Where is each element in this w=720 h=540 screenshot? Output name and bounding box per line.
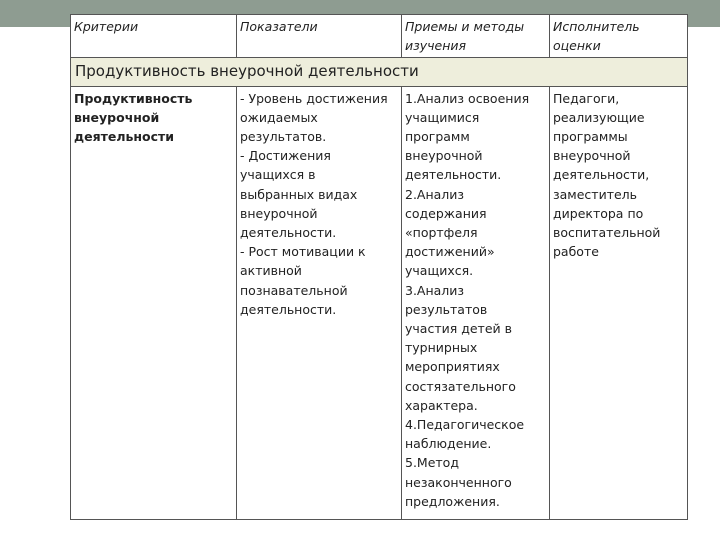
methods-cell: 1.Анализ освоения учащимися программ внеурочной деятельности. 2.Анализ содержания «портфеля достижений» учащихся. 3.Анализ результатов участия детей в турнирных мероприятиях состязательного характера. 4.Педагогическое наблюдение. 5.Метод незаконченного предложения. — [402, 86, 550, 519]
header-indicators: Показатели — [237, 15, 402, 58]
header-row — [71, 15, 688, 58]
header-evaluator: Исполнитель оценки — [550, 15, 688, 58]
header-criteria: Критерии — [71, 15, 237, 58]
criteria-table — [70, 14, 688, 520]
header-methods: Приемы и методы изучения — [402, 15, 550, 58]
section-row — [71, 58, 688, 86]
table-row — [71, 86, 688, 519]
criterion-cell: Продуктивность внеурочной деятельности — [71, 86, 237, 519]
evaluator-cell: Педагоги, реализующие программы внеурочной деятельности, заместитель директора по воспитательной работе — [550, 86, 688, 519]
section-title: Продуктивность внеурочной деятельности — [71, 58, 688, 86]
indicators-cell: - Уровень достижения ожидаемых результатов. - Достижения учащихся в выбранных видах внеурочной деятельности. - Рост мотивации к активной познавательной деятельности. — [237, 86, 402, 519]
